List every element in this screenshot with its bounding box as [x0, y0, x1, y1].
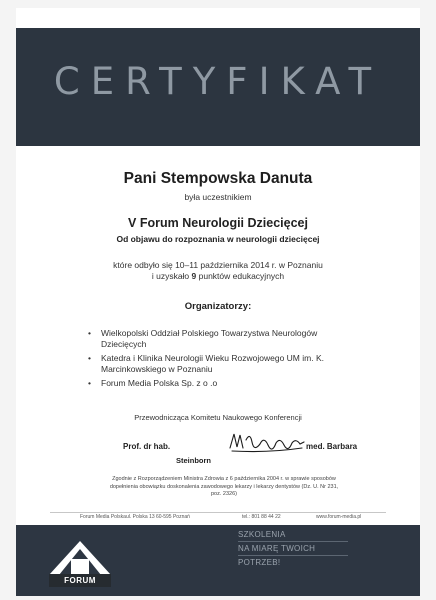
bullet-icon: • — [88, 328, 91, 338]
points-line — [16, 271, 420, 282]
signatory-surname: Steinborn — [176, 456, 211, 465]
organizer-item — [88, 353, 358, 375]
logo-text: FORUM — [64, 576, 96, 585]
company-name: Forum Media Polska — [80, 514, 126, 520]
points-value: 9 — [191, 271, 197, 281]
forum-logo — [49, 541, 111, 587]
bullet-icon: • — [88, 378, 91, 388]
prof-title: Prof. dr hab. — [123, 442, 171, 451]
organizer-item — [88, 378, 358, 389]
chair-label: Przewodnicząca Komitetu Naukowego Konferencji — [134, 413, 302, 422]
participant-text: była uczestnikiem — [184, 192, 252, 202]
footer-slogan — [238, 528, 348, 569]
company-address: ul. Polska 13 60-595 Poznań — [126, 514, 190, 520]
organizers-heading: Organizatorzy: — [184, 301, 252, 312]
legal-note — [106, 476, 342, 499]
legal-line: Zgodnie z Rozporządzeniem Ministra Zdrowia z 6 października 2004 r. w sprawie sposobów — [112, 476, 336, 482]
med-title: med. Barbara — [306, 442, 358, 451]
certificate-banner — [16, 28, 420, 146]
organizers-list — [88, 328, 358, 392]
signature-block — [16, 428, 420, 470]
organizer-text: Wielkopolski Oddział Polskiego Towarzystwa Neurologów Dziecięcych — [101, 328, 318, 349]
footer-contact — [16, 514, 420, 524]
organizer-text: Forum Media Polska Sp. z o .o — [101, 378, 218, 388]
recipient-name: Pani Stempowska Danuta — [123, 170, 313, 187]
company-website: www.forum-media.pl — [316, 514, 362, 520]
event-subtitle: Od objawu do rozpoznania w neurologii dziecięcej — [116, 234, 320, 244]
points-suffix: punktów edukacyjnych — [196, 271, 285, 281]
slogan-line: SZKOLENIA — [238, 528, 348, 542]
points-prefix: i uzyskało — [151, 271, 192, 281]
logo-emblem-icon — [49, 541, 111, 575]
banner-title: CERTYFIKAT — [53, 60, 383, 103]
event-title: V Forum Neurologii Dziecięcej — [128, 216, 308, 230]
slogan-line: NA MIARĘ TWOICH — [238, 542, 348, 556]
slogan-line: POTRZEB! — [238, 558, 281, 567]
organizer-item — [88, 328, 358, 350]
bullet-icon: • — [88, 353, 91, 363]
footer-divider — [50, 512, 386, 513]
legal-line: dopełnienia obowiązku doskonalenia zawodowego lekarzy i lekarzy dentystów (Dz. U. Nr 231, poz. 2326) — [109, 483, 339, 497]
dates-line: które odbyło się 10–11 października 2014 r. w Poznaniu — [113, 260, 323, 270]
company-phone: tel.: 801 88 44 22 — [242, 514, 281, 520]
event-dates — [16, 260, 420, 282]
organizer-text: Katedra i Klinika Neurologii Wieku Rozwojowego UM im. K. Marcinkowskiego w Poznaniu — [101, 353, 324, 374]
certificate-page — [16, 8, 420, 596]
handwritten-signature — [228, 428, 306, 456]
